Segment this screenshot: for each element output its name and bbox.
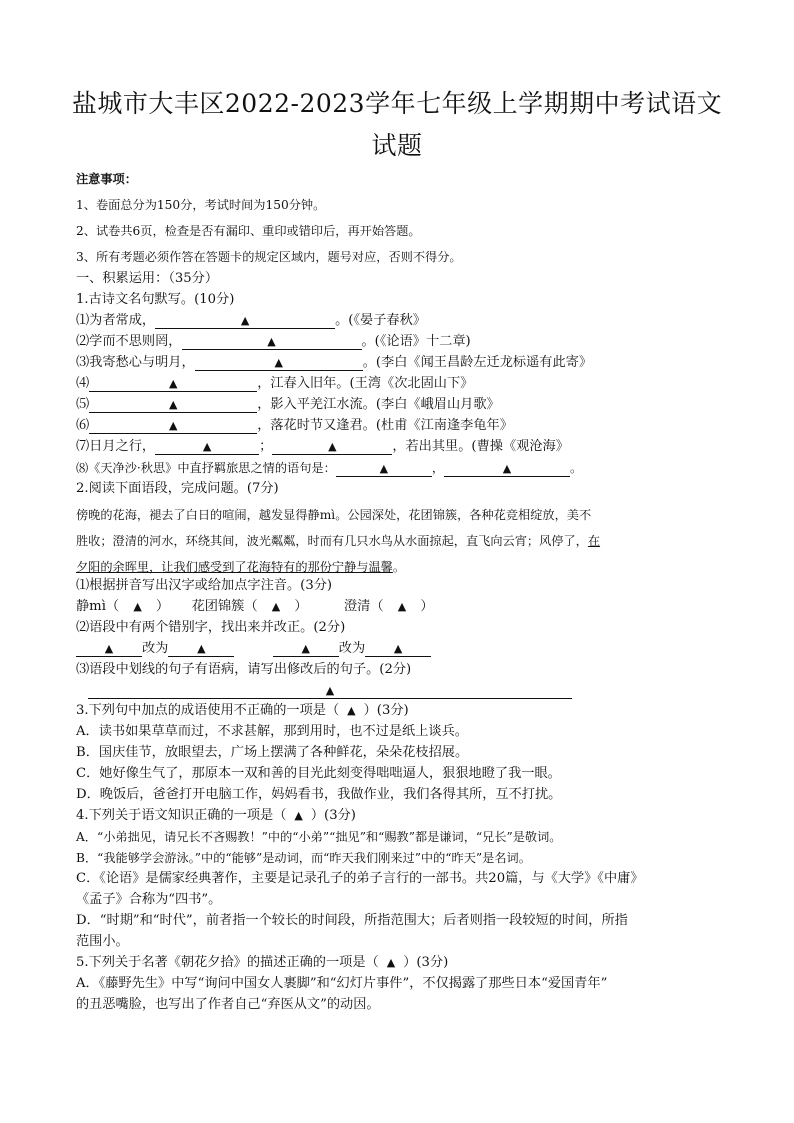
answer-blank[interactable]: ▲ [365, 641, 431, 657]
answer-blank[interactable] [272, 439, 392, 455]
notice-item: 2、试卷共6页，检查是否有漏印、重印或错印后，再开始答题。 [76, 224, 421, 238]
answer-blank[interactable]: ▲ [88, 683, 572, 699]
q1-item-2: ⑵学而不思则罔， ▲ 。(《论语》十二章) [76, 334, 471, 349]
answer-blank[interactable] [182, 334, 362, 350]
answer-marker: ▲ [267, 335, 276, 348]
option: B．“我能够学会游泳。”中的“能够”是动词，而“昨天我们刚来过”中的“昨天”是名词。 [76, 851, 531, 865]
option: D．“时期”和“时代”，前者指一个较长的时间段，所指范围大；后者则指一段较短的时间，所指 [76, 913, 628, 928]
answer-blank[interactable] [89, 397, 257, 413]
answer-marker[interactable]: ▲ [294, 809, 303, 822]
answer-marker: ▲ [168, 377, 178, 390]
q1-item-3: ⑶我寄愁心与明月， ▲ 。(李白《闻王昌龄左迁龙标遥有此寄》 [76, 355, 593, 370]
answer-marker: ▲ [379, 462, 389, 475]
q1-item-5: ⑸ ▲ ，影入平羌江水流。(李白《峨眉山月歌》 [76, 397, 500, 412]
q2-sub-1-answers: 静mì（ ▲ ） 花团锦簇（ ▲ ） 澄清（ ▲ ） [76, 599, 434, 614]
page-title-continued: 试题 [371, 131, 423, 160]
answer-blank[interactable] [155, 439, 259, 455]
passage-line: 夕阳的余晖里，让我们感受到了花海特有的那份宁静与温馨。 [76, 560, 406, 574]
question-5-stem: 5.下列关于名著《朝花夕拾》的描述正确的一项是（ ▲ ）(3分) [76, 955, 449, 970]
q1-item-8: ⑻《天净沙·秋思》中直抒羁旅思之情的语句是： ▲ ， ▲ 。 [76, 461, 583, 475]
answer-marker[interactable]: ▲ [271, 600, 281, 613]
notice-item: 1、卷面总分为150分，考试时间为150分钟。 [76, 198, 326, 212]
question-3-stem: 3.下列句中加点的成语使用不正确的一项是（ ▲ ）(3分) [76, 703, 409, 718]
answer-marker: ▲ [168, 398, 178, 411]
q2-sub-2: ⑵语段中有两个错别字，找出来并改正。(2分) [76, 620, 346, 635]
answer-marker[interactable]: ▲ [133, 600, 142, 613]
answer-blank[interactable]: ▲ [76, 641, 142, 657]
q1-item-6: ⑹ ▲ ，落花时节又逢君。(杜甫《江南逢李龟年》 [76, 418, 513, 433]
q2-sub-1: ⑴根据拼音写出汉字或给加点字注音。(3分) [76, 578, 333, 593]
q2-sub-3: ⑶语段中划线的句子有语病，请写出修改后的句子。(2分) [76, 662, 412, 677]
question-1-stem: 1.古诗文名句默写。(10分) [76, 292, 235, 307]
answer-blank[interactable] [336, 461, 432, 477]
q1-item-4: ⑷ ▲ ，江春入旧年。(王湾《次北固山下》 [76, 376, 474, 391]
notice-item: 3、所有考题必须作答在答题卡的规定区域内，题号对应，否则不得分。 [76, 250, 462, 264]
option: B．国庆佳节，放眼望去，广场上摆满了各种鲜花，朵朵花枝招展。 [76, 745, 469, 760]
option: D．晚饭后，爸爸打开电脑工作，妈妈看书，我做作业，我们各得其所，互不打扰。 [76, 787, 562, 802]
answer-marker: ▲ [202, 440, 212, 453]
answer-marker: ▲ [168, 419, 178, 432]
answer-blank[interactable] [155, 313, 335, 329]
answer-marker[interactable]: ▲ [397, 600, 407, 613]
passage-line: 胜收；澄清的河水，环绕其间，波光粼粼，时而有几只水鸟从水面掠起，直飞向云宵；风停了，在 [76, 534, 601, 548]
answer-blank[interactable] [89, 418, 257, 434]
question-2-stem: 2.阅读下面语段，完成问题。(7分) [76, 481, 279, 496]
answer-marker: ▲ [274, 356, 283, 369]
answer-blank[interactable]: ▲ [168, 641, 234, 657]
answer-blank[interactable] [444, 461, 570, 477]
option: C．《论语》是儒家经典著作，主要是记录孔子的弟子言行的一部书。共20篇，与《大学》《中庸》 [76, 871, 644, 886]
option-continued: 的丑恶嘴脸，也写出了作者自己“弃医从文”的动因。 [76, 997, 380, 1012]
answer-blank[interactable] [89, 376, 257, 392]
underlined-sentence: 夕阳的余晖里，让我们感受到了花海特有的那份宁静与温馨 [76, 560, 393, 574]
question-4-stem: 4.下列关于语文知识正确的一项是（ ▲ ）(3分) [76, 808, 356, 823]
option: A．“小弟拙见，请兄长不吝赐教！”中的“小弟”“拙见”和“赐教”都是谦词，“兄长”是敬词。 [76, 830, 562, 844]
answer-marker: ▲ [328, 440, 337, 453]
page-title: 盐城市大丰区2022-2023学年七年级上学期期中考试语文 [71, 89, 723, 118]
passage-line: 傍晚的花海，褪去了白日的喧闹，越发显得静mì。公园深处，花团锦簇，各种花竞相绽放，美不 [76, 508, 592, 522]
answer-blank[interactable] [195, 355, 363, 371]
section-heading: 一、积累运用：（35分） [76, 271, 219, 286]
answer-marker[interactable]: ▲ [386, 956, 396, 969]
q1-item-1: ⑴为者常成， ▲ 。(《晏子春秋》 [76, 313, 426, 328]
q2-sub-2-answers: ▲ 改为 ▲ ▲ 改为 ▲ [76, 640, 734, 658]
option-continued: 范围小。 [76, 934, 129, 949]
option-continued: 《孟子》合称为“四书”。 [76, 892, 222, 907]
answer-marker: ▲ [240, 314, 250, 327]
answer-blank[interactable]: ▲ [273, 641, 339, 657]
option: A．《藤野先生》中写“询问中国女人裹脚”和“幻灯片事件”，不仅揭露了那些日本“爱国青年” [76, 976, 608, 991]
q2-sub-3-answer [76, 682, 734, 700]
option: A．读书如果草草而过，不求甚解，那到用时，也不过是纸上谈兵。 [76, 724, 468, 739]
notice-heading: 注意事项： [76, 172, 137, 186]
answer-marker: ▲ [502, 462, 512, 475]
option: C．她好像生气了，那原本一双和善的目光此刻变得咄咄逼人，狠狠地瞪了我一眼。 [76, 766, 561, 781]
q1-item-7: ⑺日月之行， ▲ ； ▲ ，若出其里。(曹操《观沧海》 [76, 439, 569, 454]
answer-marker[interactable]: ▲ [347, 704, 356, 717]
